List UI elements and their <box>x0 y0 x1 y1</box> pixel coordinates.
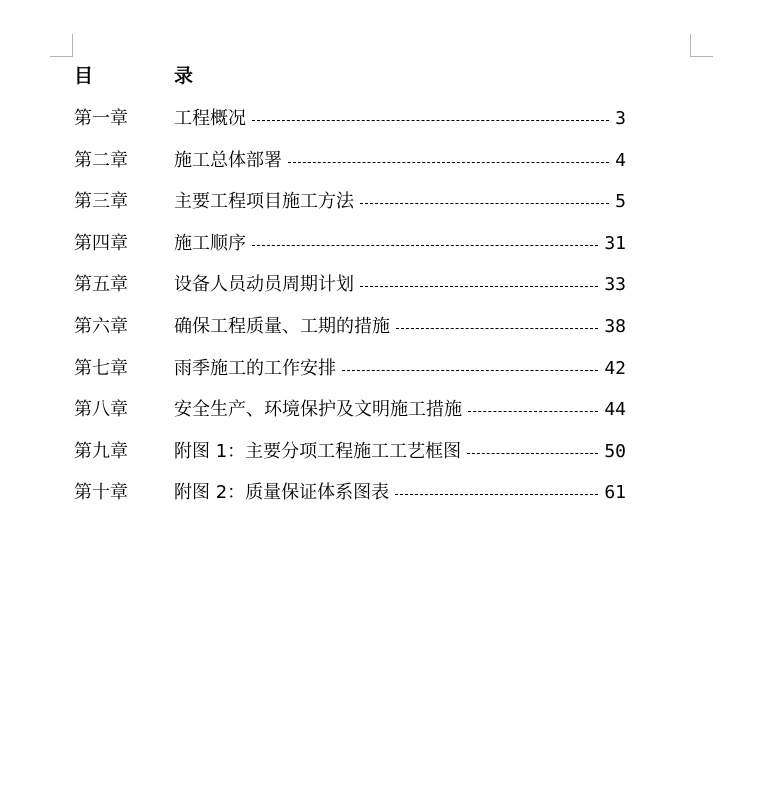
chapter-title: 施工顺序 <box>174 232 246 254</box>
chapter-title: 主要工程项目施工方法 <box>174 191 354 213</box>
page-number: 61 <box>604 482 626 504</box>
page-number: 31 <box>604 232 626 254</box>
chapter-number: 第四章 <box>74 232 128 254</box>
toc-entry[interactable] <box>74 396 626 438</box>
toc-heading-char-1: 目 <box>74 65 94 87</box>
chapter-number: 第一章 <box>74 108 128 129</box>
dot-leader <box>288 161 609 163</box>
chapter-number: 第二章 <box>74 149 128 171</box>
chapter-title: 附图 2：质量保证体系图表 <box>174 482 390 504</box>
dot-leader <box>360 285 598 287</box>
chapter-title: 工程概况 <box>174 108 246 129</box>
dot-leader <box>396 327 598 329</box>
dot-leader <box>360 202 609 204</box>
page-number: 33 <box>604 274 626 296</box>
chapter-number: 第八章 <box>74 399 128 421</box>
chapter-number: 第五章 <box>74 274 128 296</box>
toc-entry[interactable] <box>74 479 626 521</box>
page-number: 50 <box>604 440 626 462</box>
page-number: 38 <box>604 315 626 337</box>
dot-leader <box>395 493 598 495</box>
chapter-number: 第三章 <box>74 191 128 213</box>
chapter-title: 安全生产、环境保护及文明施工措施 <box>174 399 462 421</box>
table-of-contents <box>74 105 626 521</box>
toc-entry[interactable] <box>74 147 626 189</box>
dot-leader <box>342 369 598 371</box>
toc-entry[interactable] <box>74 230 626 272</box>
crop-mark-right <box>690 34 713 57</box>
crop-mark-left <box>50 34 73 57</box>
toc-entry[interactable] <box>74 105 626 147</box>
dot-leader <box>252 244 598 246</box>
chapter-title: 确保工程质量、工期的措施 <box>174 315 390 337</box>
chapter-number: 第十章 <box>74 482 128 504</box>
chapter-number: 第七章 <box>74 357 128 379</box>
page-number: 3 <box>615 108 626 129</box>
toc-heading-char-2: 录 <box>174 65 194 87</box>
toc-entry[interactable] <box>74 355 626 397</box>
toc-entry[interactable] <box>74 313 626 355</box>
chapter-title: 雨季施工的工作安排 <box>174 357 336 379</box>
page-number: 5 <box>615 191 626 213</box>
chapter-number: 第九章 <box>74 440 128 462</box>
page-number: 42 <box>604 357 626 379</box>
chapter-title: 设备人员动员周期计划 <box>174 274 354 296</box>
chapter-title: 施工总体部署 <box>174 149 282 171</box>
chapter-number: 第六章 <box>74 315 128 337</box>
dot-leader <box>468 410 598 412</box>
toc-entry[interactable] <box>74 271 626 313</box>
toc-entry[interactable] <box>74 438 626 480</box>
page-number: 44 <box>604 399 626 421</box>
toc-entry[interactable] <box>74 188 626 230</box>
chapter-title: 附图 1：主要分项工程施工工艺框图 <box>174 440 462 462</box>
page-number: 4 <box>615 149 626 171</box>
toc-heading <box>74 63 194 89</box>
dot-leader <box>252 119 609 121</box>
dot-leader <box>467 452 598 454</box>
